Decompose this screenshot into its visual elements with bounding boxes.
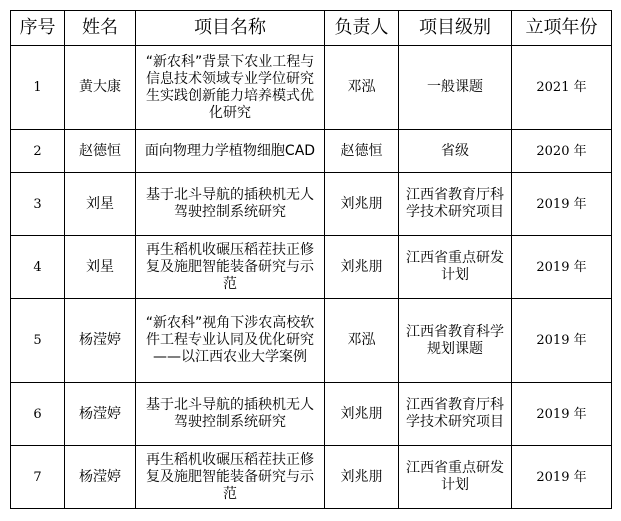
cell-project: 再生稻机收碾压稻茬扶正修复及施肥智能装备研究与示范 bbox=[136, 236, 325, 299]
cell-project: 基于北斗导航的插秧机无人驾驶控制系统研究 bbox=[136, 173, 325, 236]
cell-no: 1 bbox=[11, 46, 65, 130]
cell-name: 黄大康 bbox=[65, 46, 136, 130]
cell-no: 7 bbox=[11, 446, 65, 509]
cell-year: 2019 年 bbox=[512, 446, 612, 509]
cell-project: “新农科”视角下涉农高校软件工程专业认同及优化研究——以江西农业大学案例 bbox=[136, 299, 325, 383]
cell-person: 刘兆朋 bbox=[325, 236, 399, 299]
cell-person: 邓泓 bbox=[325, 46, 399, 130]
cell-level: 江西省教育科学规划课题 bbox=[399, 299, 512, 383]
cell-level: 江西省重点研发计划 bbox=[399, 446, 512, 509]
header-cell-person: 负责人 bbox=[325, 11, 399, 46]
table-row bbox=[11, 383, 612, 446]
cell-name: 刘星 bbox=[65, 173, 136, 236]
cell-project: “新农科”背景下农业工程与信息技术领域专业学位研究生实践创新能力培养模式优化研究 bbox=[136, 46, 325, 130]
cell-person: 赵德恒 bbox=[325, 130, 399, 173]
table-row bbox=[11, 446, 612, 509]
cell-year: 2021 年 bbox=[512, 46, 612, 130]
cell-name: 刘星 bbox=[65, 236, 136, 299]
cell-no: 4 bbox=[11, 236, 65, 299]
cell-name: 赵德恒 bbox=[65, 130, 136, 173]
cell-level: 省级 bbox=[399, 130, 512, 173]
cell-project: 面向物理力学植物细胞CAD bbox=[136, 130, 325, 173]
header-row bbox=[11, 11, 612, 46]
cell-person: 刘兆朋 bbox=[325, 446, 399, 509]
cell-project: 基于北斗导航的插秧机无人驾驶控制系统研究 bbox=[136, 383, 325, 446]
cell-no: 6 bbox=[11, 383, 65, 446]
cell-no: 3 bbox=[11, 173, 65, 236]
header-cell-year: 立项年份 bbox=[512, 11, 612, 46]
table-row bbox=[11, 173, 612, 236]
cell-project: 再生稻机收碾压稻茬扶正修复及施肥智能装备研究与示范 bbox=[136, 446, 325, 509]
cell-no: 2 bbox=[11, 130, 65, 173]
cell-level: 江西省教育厅科学技术研究项目 bbox=[399, 383, 512, 446]
header-cell-no: 序号 bbox=[11, 11, 65, 46]
cell-level: 江西省教育厅科学技术研究项目 bbox=[399, 173, 512, 236]
cell-year: 2019 年 bbox=[512, 299, 612, 383]
cell-name: 杨滢婷 bbox=[65, 446, 136, 509]
table-row bbox=[11, 299, 612, 383]
cell-year: 2019 年 bbox=[512, 383, 612, 446]
cell-level: 江西省重点研发计划 bbox=[399, 236, 512, 299]
projects-table bbox=[10, 10, 612, 509]
table-row bbox=[11, 46, 612, 130]
header-cell-level: 项目级别 bbox=[399, 11, 512, 46]
cell-level: 一般课题 bbox=[399, 46, 512, 130]
cell-year: 2020 年 bbox=[512, 130, 612, 173]
cell-person: 邓泓 bbox=[325, 299, 399, 383]
cell-name: 杨滢婷 bbox=[65, 299, 136, 383]
cell-year: 2019 年 bbox=[512, 173, 612, 236]
cell-name: 杨滢婷 bbox=[65, 383, 136, 446]
header-cell-project: 项目名称 bbox=[136, 11, 325, 46]
cell-no: 5 bbox=[11, 299, 65, 383]
table-row bbox=[11, 130, 612, 173]
table-row bbox=[11, 236, 612, 299]
header-cell-name: 姓名 bbox=[65, 11, 136, 46]
cell-person: 刘兆朋 bbox=[325, 173, 399, 236]
projects-table-container bbox=[10, 10, 611, 509]
cell-year: 2019 年 bbox=[512, 236, 612, 299]
cell-person: 刘兆朋 bbox=[325, 383, 399, 446]
